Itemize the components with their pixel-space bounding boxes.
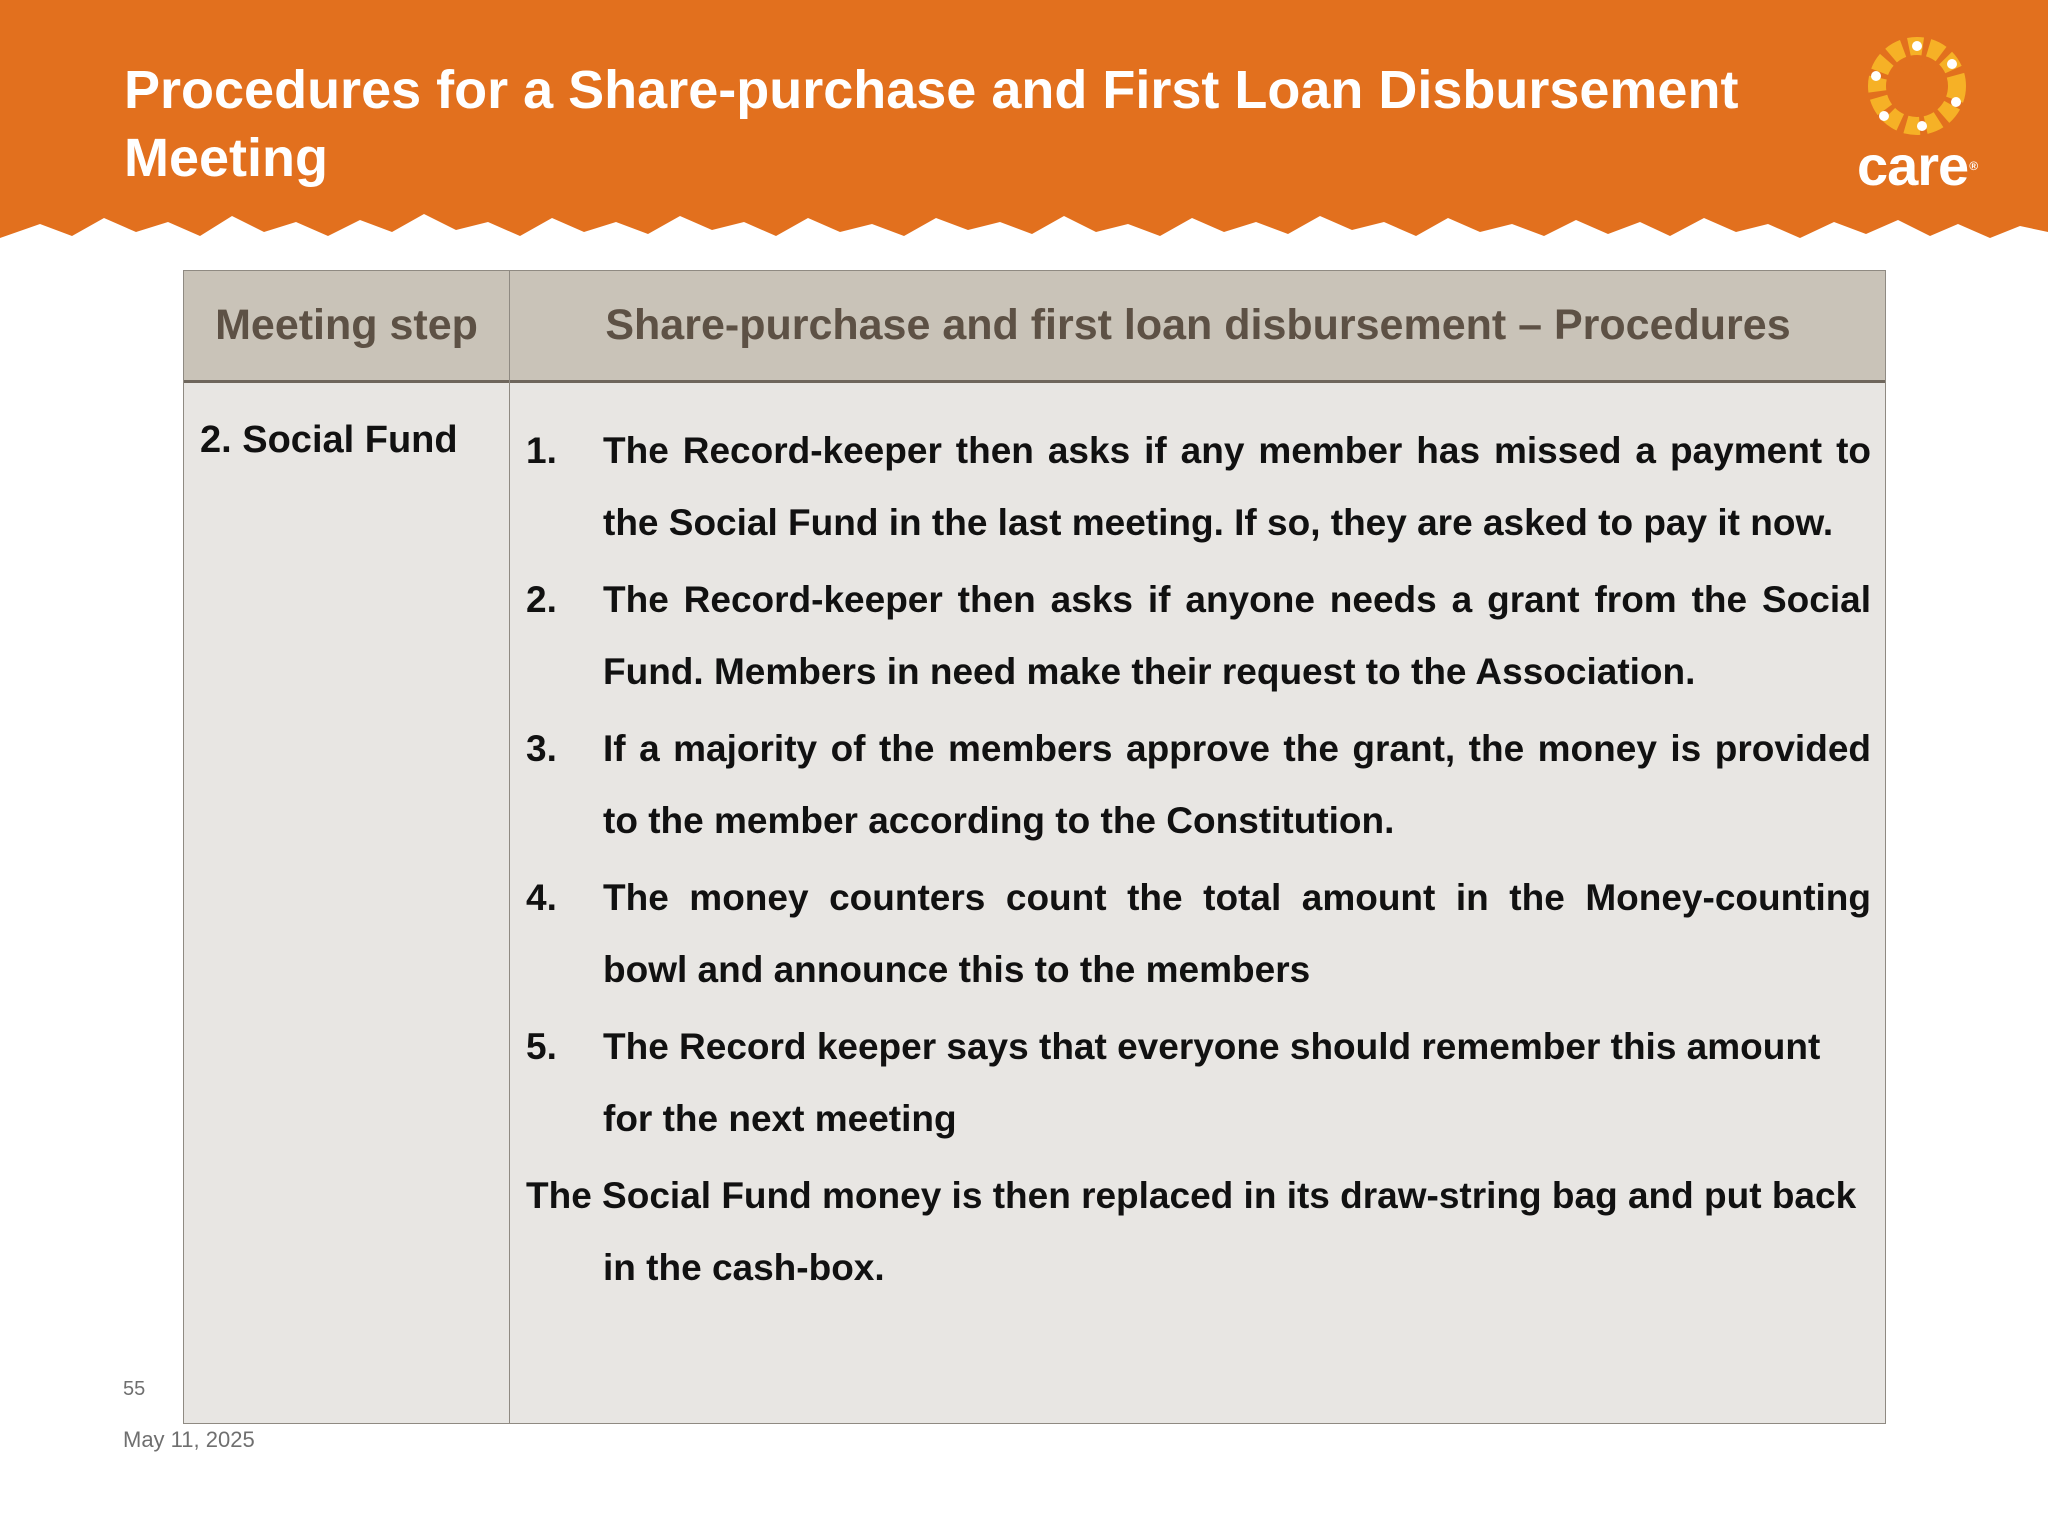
registered-mark: ® bbox=[1969, 159, 1978, 173]
procedure-number: 2. bbox=[526, 579, 557, 620]
procedure-item bbox=[526, 862, 1871, 1005]
care-hands-circle-icon bbox=[1852, 36, 1982, 136]
procedure-number: 5. bbox=[526, 1026, 557, 1067]
procedure-text: The money counters count the total amount in the Money-counting bowl and announce this to the members bbox=[603, 877, 1871, 990]
header-procedures: Share-purchase and first loan disbursement – Procedures bbox=[605, 301, 1791, 349]
procedure-number: 1. bbox=[526, 430, 557, 471]
column-divider bbox=[509, 271, 510, 1423]
procedure-item bbox=[526, 713, 1871, 856]
care-wordmark bbox=[1852, 136, 1982, 196]
procedure-text: The Record keeper says that everyone should remember this amount for the next meeting bbox=[603, 1026, 1821, 1139]
procedure-number: 4. bbox=[526, 877, 557, 918]
procedure-item bbox=[526, 415, 1871, 558]
procedure-list bbox=[526, 415, 1871, 1154]
table-header-row bbox=[184, 271, 1885, 383]
procedure-text: If a majority of the members approve the grant, the money is provided to the member according to the Constitution. bbox=[603, 728, 1871, 841]
procedure-number: 3. bbox=[526, 728, 557, 769]
procedure-item bbox=[526, 564, 1871, 707]
slide-date: May 11, 2025 bbox=[123, 1427, 255, 1452]
care-logo bbox=[1852, 36, 1982, 196]
procedure-item bbox=[526, 1011, 1871, 1154]
procedures-table bbox=[183, 270, 1886, 1424]
header-meeting-step: Meeting step bbox=[215, 301, 478, 349]
care-wordmark-text: care bbox=[1856, 134, 1969, 197]
procedures-cell bbox=[526, 415, 1871, 1303]
closing-note: The Social Fund money is then replaced in its draw-string bag and put back in the cash-box. bbox=[526, 1175, 1857, 1288]
meeting-step-cell: 2. Social Fund bbox=[200, 419, 458, 461]
procedure-text: The Record-keeper then asks if anyone needs a grant from the Social Fund. Members in need make their request to the Association. bbox=[603, 579, 1871, 692]
procedure-text: The Record-keeper then asks if any member has missed a payment to the Social Fund in the last meeting. If so, they are asked to pay it now. bbox=[603, 430, 1871, 543]
slide-title: Procedures for a Share-purchase and First Loan Disbursement Meeting bbox=[124, 60, 1739, 188]
page-number: 55 bbox=[123, 1378, 146, 1400]
